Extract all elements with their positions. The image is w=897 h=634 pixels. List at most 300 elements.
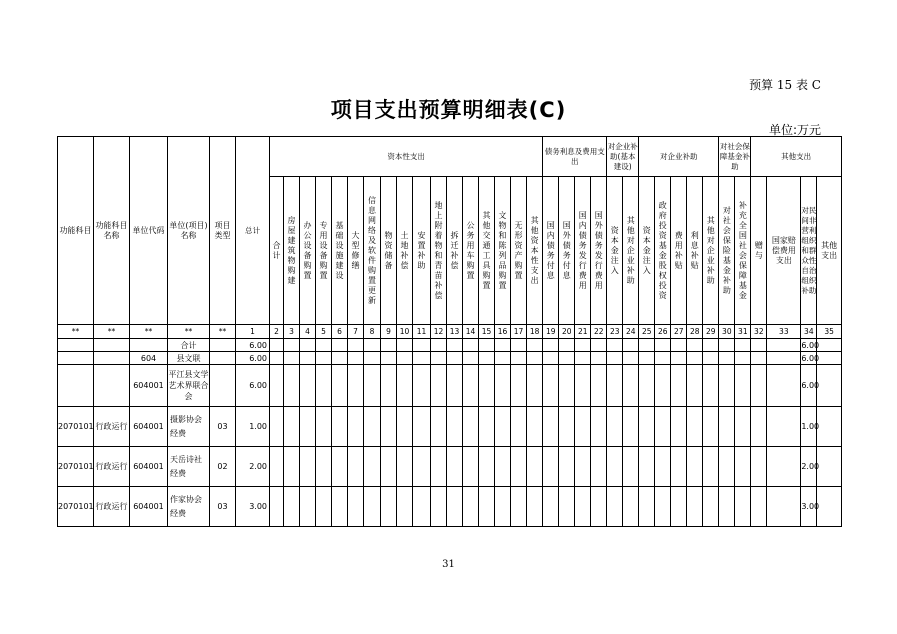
- amount-cell: [817, 339, 842, 352]
- amount-cell: [413, 352, 431, 365]
- amount-cell: [639, 407, 655, 447]
- amount-cell: [639, 339, 655, 352]
- type-cell: [210, 365, 236, 407]
- header-cap: 基础设施建设: [332, 177, 348, 325]
- amount-cell: [623, 365, 639, 407]
- amount-cell: [381, 407, 397, 447]
- amount-cell: [591, 407, 607, 447]
- header-cap: 无形资产购置: [511, 177, 527, 325]
- star-mark: **: [94, 325, 130, 339]
- amount-cell: [559, 407, 575, 447]
- type-cell: [210, 352, 236, 365]
- amount-cell: [607, 447, 623, 487]
- column-number: 15: [479, 325, 495, 339]
- amount-cell: [767, 487, 801, 527]
- column-number: 28: [687, 325, 703, 339]
- amount-cell: [559, 352, 575, 365]
- header-unit-name: 单位(项目)名称: [168, 137, 210, 325]
- amount-cell: [543, 365, 559, 407]
- amount-cell: [332, 365, 348, 407]
- amount-cell: [381, 447, 397, 487]
- page-number: 31: [442, 559, 455, 570]
- amount-cell: [431, 339, 447, 352]
- column-number: 30: [719, 325, 735, 339]
- amount-cell: [703, 447, 719, 487]
- amount-cell: [479, 365, 495, 407]
- amount-cell: [543, 447, 559, 487]
- table-row: [58, 352, 842, 365]
- star-mark: **: [168, 325, 210, 339]
- column-number: 33: [767, 325, 801, 339]
- amount-cell: [511, 339, 527, 352]
- amount-cell: [671, 365, 687, 407]
- amount-cell: [348, 352, 364, 365]
- amount-cell: [575, 339, 591, 352]
- amount-cell: [607, 365, 623, 407]
- amount-cell: [316, 352, 332, 365]
- column-number: 17: [511, 325, 527, 339]
- amount-cell: [639, 447, 655, 487]
- amount-cell: [703, 352, 719, 365]
- amount-cell: [431, 447, 447, 487]
- amount-cell: [751, 365, 767, 407]
- name-cell: 作家协会经费: [168, 487, 210, 527]
- header-cap: 土地补偿: [397, 177, 413, 325]
- amount-cell: [381, 365, 397, 407]
- type-cell: 03: [210, 487, 236, 527]
- amount-cell: [447, 352, 463, 365]
- total-cell: 2.00: [236, 447, 270, 487]
- group-other: 其他支出: [751, 137, 842, 177]
- amount-cell: [270, 365, 284, 407]
- amount-cell: [284, 352, 300, 365]
- column-number: 5: [316, 325, 332, 339]
- star-mark: **: [58, 325, 94, 339]
- amount-cell: [431, 407, 447, 447]
- amount-cell: [364, 487, 381, 527]
- table-row: [58, 407, 842, 447]
- column-number: 21: [575, 325, 591, 339]
- amount-cell: [559, 365, 575, 407]
- amount-cell: [364, 339, 381, 352]
- amount-cell: [397, 447, 413, 487]
- amount-cell: [463, 352, 479, 365]
- header-cap: 专用设备购置: [316, 177, 332, 325]
- type-cell: [210, 339, 236, 352]
- amount-cell: [575, 487, 591, 527]
- amount-cell: [431, 352, 447, 365]
- amount-cell: [284, 339, 300, 352]
- amount-cell: [575, 365, 591, 407]
- column-number: 18: [527, 325, 543, 339]
- amount-cell: [591, 352, 607, 365]
- amount-cell: [511, 407, 527, 447]
- header-ent-cap: 资本金注入: [607, 177, 623, 325]
- column-number: 14: [463, 325, 479, 339]
- amount-cell: [413, 365, 431, 407]
- table-row: [58, 487, 842, 527]
- total-cell: 6.00: [236, 365, 270, 407]
- amount-cell: [527, 447, 543, 487]
- amount-cell: [413, 407, 431, 447]
- star-mark: **: [210, 325, 236, 339]
- amount-cell: [431, 365, 447, 407]
- amount-cell: [671, 339, 687, 352]
- column-number: 26: [655, 325, 671, 339]
- header-cap: 地上附着物和青苗补偿: [431, 177, 447, 325]
- amount-cell: [300, 339, 316, 352]
- amount-cell: [397, 407, 413, 447]
- header-ent: 政府投资基金股权投资: [655, 177, 671, 325]
- amount-cell: [332, 447, 348, 487]
- amount-cell: [300, 487, 316, 527]
- amount-cell: [381, 487, 397, 527]
- amount-cell: [316, 447, 332, 487]
- amount-cell: [735, 365, 751, 407]
- amount-cell: [284, 407, 300, 447]
- header-cap: 信息网络及软件购置更新: [364, 177, 381, 325]
- header-unit-code: 单位代码: [130, 137, 168, 325]
- code-cell: 604001: [130, 365, 168, 407]
- column-number: 6: [332, 325, 348, 339]
- amount-cell: [751, 339, 767, 352]
- column-number: 35: [817, 325, 842, 339]
- amount-cell: [413, 487, 431, 527]
- amount-cell: [495, 352, 511, 365]
- amount-cell: [607, 352, 623, 365]
- amount-cell: [479, 447, 495, 487]
- func-name-cell: [94, 352, 130, 365]
- amount-cell: [703, 487, 719, 527]
- func-name-cell: 行政运行: [94, 487, 130, 527]
- amount-cell: [316, 339, 332, 352]
- amount-cell: [543, 352, 559, 365]
- table-row: [58, 365, 842, 407]
- amount-cell: [397, 339, 413, 352]
- amount-cell: [511, 352, 527, 365]
- amount-cell: [284, 365, 300, 407]
- amount-cell-34: 2.00: [801, 447, 817, 487]
- header-sum: 合计: [270, 177, 284, 325]
- name-cell: 平江县文学艺术界联合会: [168, 365, 210, 407]
- amount-cell: [270, 339, 284, 352]
- amount-cell: [751, 352, 767, 365]
- header-debt: 国外债务付息: [559, 177, 575, 325]
- amount-cell: [687, 407, 703, 447]
- unit-label: 单位:万元: [768, 123, 821, 137]
- amount-cell: [348, 447, 364, 487]
- amount-cell: [719, 487, 735, 527]
- amount-cell: [300, 352, 316, 365]
- amount-cell: [316, 365, 332, 407]
- amount-cell: [623, 407, 639, 447]
- amount-cell: [623, 352, 639, 365]
- amount-cell: [735, 352, 751, 365]
- column-number: 27: [671, 325, 687, 339]
- amount-cell: [527, 352, 543, 365]
- amount-cell: [495, 407, 511, 447]
- column-number: 10: [397, 325, 413, 339]
- column-number: 9: [381, 325, 397, 339]
- amount-cell: [447, 487, 463, 527]
- amount-cell: [316, 487, 332, 527]
- amount-cell: [543, 407, 559, 447]
- column-number: 4: [300, 325, 316, 339]
- amount-cell: [719, 447, 735, 487]
- amount-cell: [559, 487, 575, 527]
- amount-cell: [575, 352, 591, 365]
- column-number: 34: [801, 325, 817, 339]
- header-ent-cap: 其他对企业补助: [623, 177, 639, 325]
- header-ent: 利息补贴: [687, 177, 703, 325]
- column-number: 31: [735, 325, 751, 339]
- amount-cell: [495, 487, 511, 527]
- amount-cell: [511, 487, 527, 527]
- header-cap: 安置补助: [413, 177, 431, 325]
- total-cell: 6.00: [236, 339, 270, 352]
- column-number: 2: [270, 325, 284, 339]
- amount-cell: [639, 352, 655, 365]
- amount-cell: [527, 339, 543, 352]
- amount-cell: [413, 447, 431, 487]
- amount-cell: [817, 447, 842, 487]
- code-cell: [130, 339, 168, 352]
- amount-cell: [348, 365, 364, 407]
- code-cell: 604001: [130, 407, 168, 447]
- func-cell: 2070101: [58, 447, 94, 487]
- header-ent: 费用补贴: [671, 177, 687, 325]
- amount-cell: [284, 487, 300, 527]
- header-other: 国家赔偿费用支出: [767, 177, 801, 325]
- code-cell: 604: [130, 352, 168, 365]
- amount-cell: [332, 407, 348, 447]
- column-number: 32: [751, 325, 767, 339]
- amount-cell: [413, 339, 431, 352]
- header-cap: 大型修缮: [348, 177, 364, 325]
- amount-cell: [527, 365, 543, 407]
- column-number: 22: [591, 325, 607, 339]
- amount-cell: [607, 339, 623, 352]
- star-mark: **: [130, 325, 168, 339]
- amount-cell: [300, 365, 316, 407]
- amount-cell: [381, 339, 397, 352]
- header-row-groups: [58, 137, 842, 177]
- amount-cell: [527, 487, 543, 527]
- amount-cell: [591, 339, 607, 352]
- header-cap: 房屋建筑物购建: [284, 177, 300, 325]
- amount-cell: [348, 339, 364, 352]
- func-name-cell: 行政运行: [94, 407, 130, 447]
- column-number: 1: [236, 325, 270, 339]
- amount-cell: [719, 365, 735, 407]
- amount-cell: [655, 365, 671, 407]
- header-cap: 其他交通工具购置: [479, 177, 495, 325]
- header-cap: 办公设备购置: [300, 177, 316, 325]
- amount-cell: [655, 407, 671, 447]
- header-cap: 公务用车购置: [463, 177, 479, 325]
- func-cell: [58, 352, 94, 365]
- amount-cell: [817, 407, 842, 447]
- column-number: 24: [623, 325, 639, 339]
- amount-cell: [479, 407, 495, 447]
- header-ent: 资本金注入: [639, 177, 655, 325]
- amount-cell-34: 1.00: [801, 407, 817, 447]
- header-other: 对民间非营利组织和群众性自治组织补助: [801, 177, 817, 325]
- amount-cell: [559, 339, 575, 352]
- amount-cell: [767, 447, 801, 487]
- amount-cell: [575, 447, 591, 487]
- header-cap: 物资储备: [381, 177, 397, 325]
- amount-cell: [671, 352, 687, 365]
- amount-cell: [575, 407, 591, 447]
- form-number: 预算 15 表 C: [749, 78, 821, 92]
- group-social-security: 对社会保障基金补助: [719, 137, 751, 177]
- amount-cell-34: 6.00: [801, 365, 817, 407]
- column-number: 8: [364, 325, 381, 339]
- amount-cell: [735, 407, 751, 447]
- amount-cell: [559, 447, 575, 487]
- amount-cell: [332, 339, 348, 352]
- header-func-subject-name: 功能科目名称: [94, 137, 130, 325]
- header-project-type: 项目类型: [210, 137, 236, 325]
- amount-cell: [817, 487, 842, 527]
- header-total: 总计: [236, 137, 270, 325]
- amount-cell: [817, 352, 842, 365]
- amount-cell: [463, 365, 479, 407]
- amount-cell: [270, 447, 284, 487]
- amount-cell: [447, 447, 463, 487]
- total-cell: 3.00: [236, 487, 270, 527]
- header-ent: 其他对企业补助: [703, 177, 719, 325]
- column-number: 23: [607, 325, 623, 339]
- name-cell: 摄影协会经费: [168, 407, 210, 447]
- amount-cell: [348, 407, 364, 447]
- group-debt: 债务利息及费用支出: [543, 137, 607, 177]
- name-cell: 合计: [168, 339, 210, 352]
- amount-cell: [447, 339, 463, 352]
- amount-cell: [463, 407, 479, 447]
- amount-cell: [495, 339, 511, 352]
- header-cap: 其他资本性支出: [527, 177, 543, 325]
- amount-cell: [607, 407, 623, 447]
- amount-cell: [751, 487, 767, 527]
- amount-cell: [479, 487, 495, 527]
- amount-cell: [719, 339, 735, 352]
- amount-cell: [300, 407, 316, 447]
- amount-cell: [655, 447, 671, 487]
- amount-cell: [735, 339, 751, 352]
- amount-cell: [364, 447, 381, 487]
- amount-cell: [655, 339, 671, 352]
- header-other: 其他支出: [817, 177, 842, 325]
- amount-cell: [687, 339, 703, 352]
- amount-cell: [817, 365, 842, 407]
- amount-cell: [300, 447, 316, 487]
- amount-cell: [703, 339, 719, 352]
- header-func-subject: 功能科目: [58, 137, 94, 325]
- amount-cell: [655, 352, 671, 365]
- amount-cell: [767, 339, 801, 352]
- amount-cell: [364, 352, 381, 365]
- amount-cell: [719, 352, 735, 365]
- func-cell: [58, 339, 94, 352]
- amount-cell: [735, 447, 751, 487]
- amount-cell: [703, 407, 719, 447]
- amount-cell: [607, 487, 623, 527]
- column-number: 29: [703, 325, 719, 339]
- amount-cell: [687, 447, 703, 487]
- table-body: [58, 339, 842, 527]
- column-number: 11: [413, 325, 431, 339]
- table-row: [58, 447, 842, 487]
- amount-cell: [463, 339, 479, 352]
- column-number: 3: [284, 325, 300, 339]
- amount-cell: [479, 352, 495, 365]
- func-name-cell: [94, 365, 130, 407]
- column-number: 25: [639, 325, 655, 339]
- amount-cell: [767, 352, 801, 365]
- amount-cell: [639, 365, 655, 407]
- amount-cell: [623, 339, 639, 352]
- marks-row: [58, 325, 842, 339]
- code-cell: 604001: [130, 487, 168, 527]
- header-debt: 国内债务发行费用: [575, 177, 591, 325]
- amount-cell: [751, 447, 767, 487]
- group-enterprise: 对企业补助: [639, 137, 719, 177]
- amount-cell: [381, 352, 397, 365]
- amount-cell: [751, 407, 767, 447]
- func-cell: 2070101: [58, 487, 94, 527]
- header-other: 赠与: [751, 177, 767, 325]
- name-cell: 天岳诗社经费: [168, 447, 210, 487]
- column-number: 19: [543, 325, 559, 339]
- amount-cell-34: 3.00: [801, 487, 817, 527]
- amount-cell: [623, 487, 639, 527]
- group-capital: 资本性支出: [270, 137, 543, 177]
- amount-cell: [332, 487, 348, 527]
- amount-cell: [671, 407, 687, 447]
- column-number: 13: [447, 325, 463, 339]
- group-enterprise-capital: 对企业补助(基本建设): [607, 137, 639, 177]
- amount-cell: [543, 339, 559, 352]
- amount-cell: [591, 447, 607, 487]
- amount-cell: [270, 352, 284, 365]
- amount-cell: [316, 407, 332, 447]
- amount-cell-34: 6.00: [801, 353, 820, 363]
- amount-cell: [591, 487, 607, 527]
- func-name-cell: [94, 339, 130, 352]
- amount-cell: [623, 447, 639, 487]
- amount-cell: [495, 365, 511, 407]
- amount-cell: [270, 487, 284, 527]
- amount-cell: [591, 365, 607, 407]
- column-number: 7: [348, 325, 364, 339]
- amount-cell: [397, 487, 413, 527]
- header-cap: 拆迁补偿: [447, 177, 463, 325]
- amount-cell: [284, 447, 300, 487]
- amount-cell-34: 6.00: [801, 340, 820, 350]
- header-cap: 文物和陈列品购置: [495, 177, 511, 325]
- type-cell: 02: [210, 447, 236, 487]
- amount-cell: [495, 447, 511, 487]
- header-debt: 国内债务付息: [543, 177, 559, 325]
- func-cell: [58, 365, 94, 407]
- total-cell: 6.00: [236, 352, 270, 365]
- func-name-cell: 行政运行: [94, 447, 130, 487]
- header-debt: 国外债务发行费用: [591, 177, 607, 325]
- budget-table: [57, 136, 842, 527]
- amount-cell: [511, 447, 527, 487]
